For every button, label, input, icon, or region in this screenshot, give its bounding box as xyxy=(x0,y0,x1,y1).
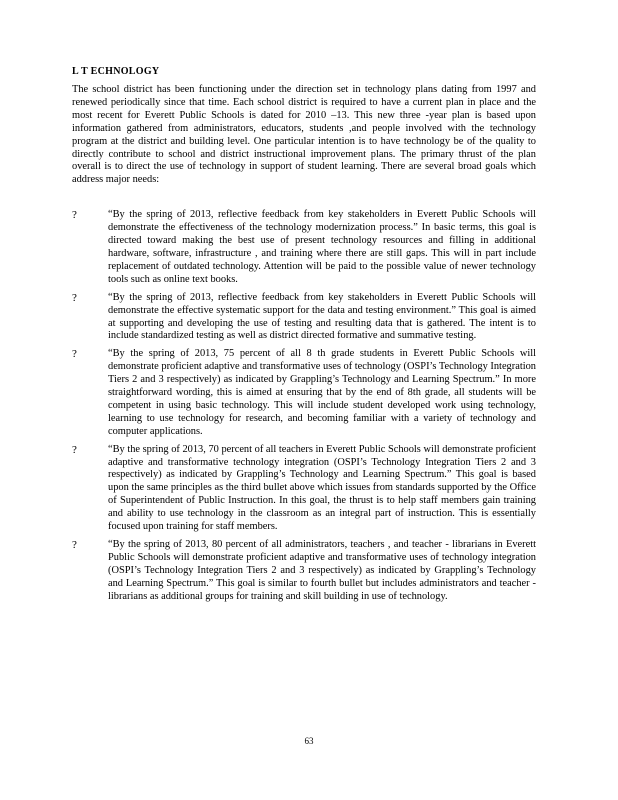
list-item xyxy=(72,348,536,438)
list-item xyxy=(72,209,536,286)
goals-list xyxy=(72,209,536,603)
bullet-marker: ? xyxy=(72,209,77,222)
bullet-marker: ? xyxy=(72,539,77,551)
goal-text: “By the spring of 2013, 80 percent of all administrators, teachers , and teacher - librarians in Everett Public Schools will demonstrate proficient adaptive and transformative uses of technology integration (OSPI’s Technology Integration Tiers 2 and 3 respectively) as indicated by Grappling’s Technology and Learning Spectrum.” This goal is similar to fourth bullet but includes administrators and teacher -librarians as additional groups for training and skill building in use of technology. xyxy=(108,539,536,602)
goal-text: “By the spring of 2013, reflective feedback from key stakeholders in Everett Public Schools will demonstrate the effective systematic support for the data and testing environment.” This goal is aimed at supporting and developing the use of testing and resulting data that is gathered. The intent is to include standardized testing as well as district directed formative and summative testing. xyxy=(108,291,536,342)
goal-text: “By the spring of 2013, reflective feedback from key stakeholders in Everett Public Schools will demonstrate the effectiveness of the technology modernization process.” In basic terms, this goal is directed toward making the best use of present technology resources and filling in additional hardware, software, infrastructure , and training where there are still gaps. This will in part include replacement of outdated technology. Attention will be paid to the possible value of newer technology tools such as online text books. xyxy=(108,209,536,285)
intro-paragraph: The school district has been functioning under the direction set in technology plans dating from 1997 and renewed periodically since that time. Each school district is required to have a current plan in place and the most recent for Everett Public Schools is dated for 2010 –13. This new three -year plan is based upon information gathered from administrators, educators, students ,and people involved with the technology program at the district and building level. One particular intention is to have technology be of the quality to directly contribute to school and district instructional improvement plans. The primary thrust of the plan overall is to direct the use of technology in support of student learning. There are several broad goals which address major needs: xyxy=(72,84,536,186)
page-number: 63 xyxy=(304,736,314,746)
bullet-marker: ? xyxy=(72,443,77,456)
bullet-marker: ? xyxy=(72,291,77,304)
list-item xyxy=(72,292,536,344)
document-page xyxy=(72,66,536,609)
goal-text: “By the spring of 2013, 75 percent of all 8 th grade students in Everett Public Schools will demonstrate proficient adaptive and transformative uses of technology (OSPI’s Technology Integration Tiers 2 and 3 respectively) as indicated by Grappling’s Technology and Learning Spectrum.” In more straightforward wording, this is aimed at ensuring that by the end of 8th grade, all students will be competent in using basic technology. This will include student developed work using technology, learning to use technology for research, and becoming familiar with a variety of technology and computer applications. xyxy=(108,348,536,437)
list-item xyxy=(72,444,536,534)
section-heading: L T ECHNOLOGY xyxy=(72,66,160,77)
bullet-marker: ? xyxy=(72,348,77,361)
goal-text: “By the spring of 2013, 70 percent of all teachers in Everett Public Schools will demonstrate proficient adaptive and transformative technology integration (OSPI’s Technology Integration Tiers 2 and 3 respectively) as indicated by Grappling’s Technology and Learning Spectrum.” This goal is based upon the same principles as the third bullet above which issues from standards supported by the Office of Superintendent of Public Instruction. In this goal, the thrust is to help staff members gain training and ability to use technology in the classroom as an integral part of instruction. This is essentially focused upon training for staff members. xyxy=(108,443,536,533)
list-item xyxy=(72,539,536,604)
